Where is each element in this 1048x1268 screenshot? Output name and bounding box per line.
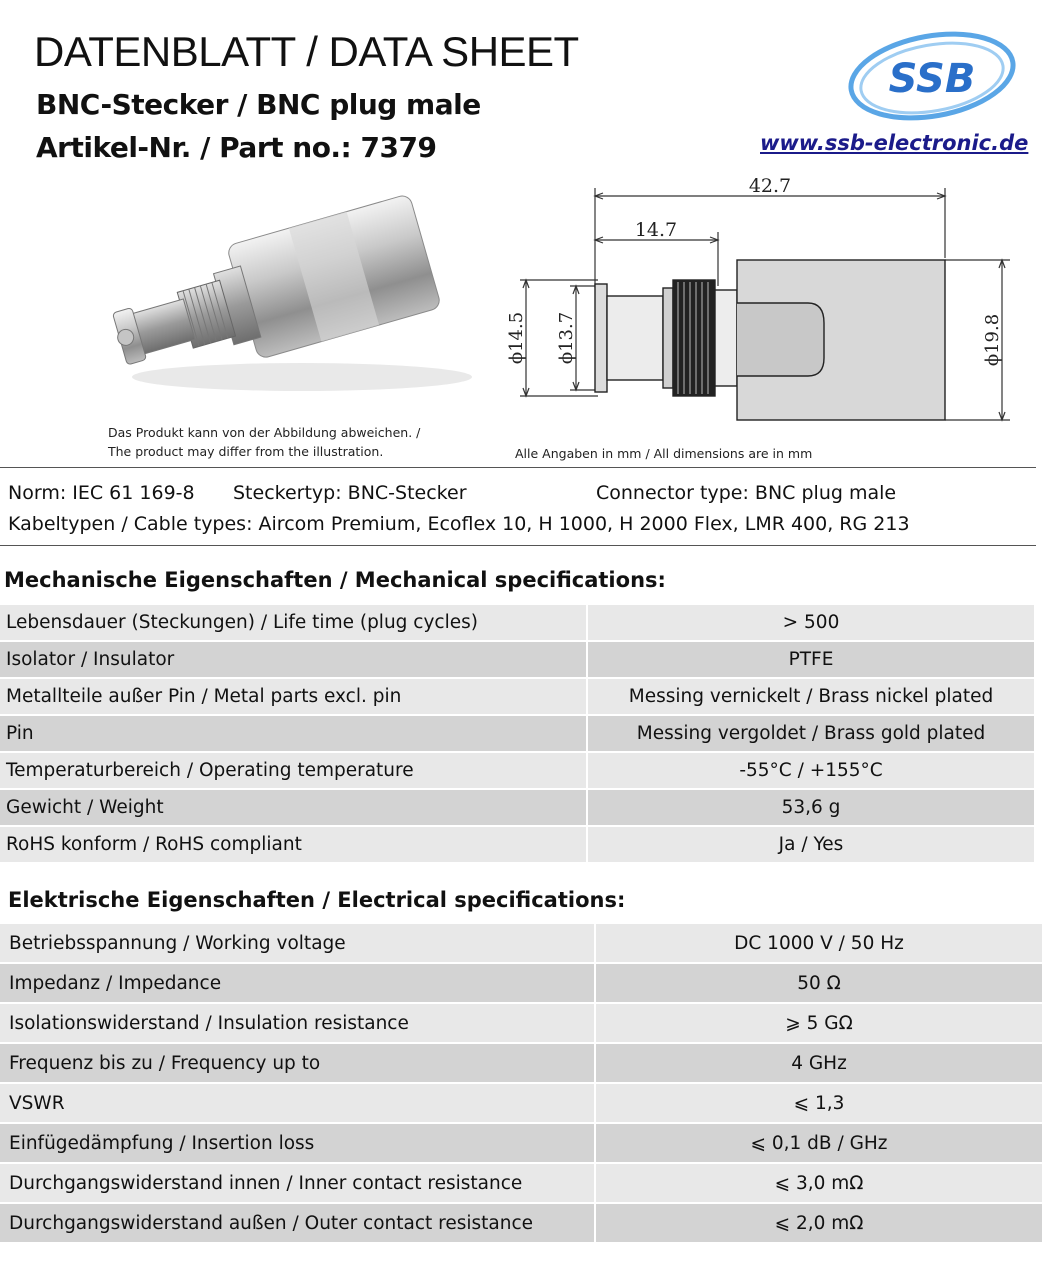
product-subtitle: BNC-Stecker / BNC plug male xyxy=(36,88,481,121)
divider-bottom xyxy=(0,545,1036,546)
spec-label: Temperaturbereich / Operating temperature xyxy=(0,753,586,788)
table-row xyxy=(0,1124,1042,1162)
spec-value: Messing vernickelt / Brass nickel plated xyxy=(586,679,1034,714)
mechanical-table xyxy=(0,603,1034,864)
dim-diameter-3: ϕ19.8 xyxy=(982,313,1003,367)
spec-value: ⩽ 0,1 dB / GHz xyxy=(594,1124,1042,1162)
page-title: DATENBLATT / DATA SHEET xyxy=(34,28,579,75)
spec-label: Betriebsspannung / Working voltage xyxy=(0,924,594,962)
table-row xyxy=(0,753,1034,788)
connector-type-de: Steckertyp: BNC-Stecker xyxy=(233,482,467,504)
website-link[interactable]: www.ssb-electronic.de xyxy=(760,131,1029,155)
table-row xyxy=(0,679,1034,714)
spec-label: Einfügedämpfung / Insertion loss xyxy=(0,1124,594,1162)
spec-value: ⩽ 3,0 mΩ xyxy=(594,1164,1042,1202)
spec-value: ⩽ 2,0 mΩ xyxy=(594,1204,1042,1242)
spec-label: Lebensdauer (Steckungen) / Life time (plug cycles) xyxy=(0,605,586,640)
connector-type-en: Connector type: BNC plug male xyxy=(596,482,897,504)
dim-diameter-2: ϕ13.7 xyxy=(556,311,577,365)
spec-label: Isolator / Insulator xyxy=(0,642,586,677)
spec-value: Messing vergoldet / Brass gold plated xyxy=(586,716,1034,751)
electrical-heading: Elektrische Eigenschaften / Electrical specifications: xyxy=(8,888,626,912)
spec-label: Durchgangswiderstand außen / Outer contact resistance xyxy=(0,1204,594,1242)
spec-label: Metallteile außer Pin / Metal parts excl. pin xyxy=(0,679,586,714)
photo-caption xyxy=(108,423,420,461)
cable-types: Kabeltypen / Cable types: Aircom Premium, Ecoflex 10, H 1000, H 2000 Flex, LMR 400, RG 213 xyxy=(8,513,910,535)
spec-label: Durchgangswiderstand innen / Inner contact resistance xyxy=(0,1164,594,1202)
norm-text: Norm: IEC 61 169-8 xyxy=(8,482,195,504)
spec-label: Gewicht / Weight xyxy=(0,790,586,825)
spec-value: PTFE xyxy=(586,642,1034,677)
table-row xyxy=(0,716,1034,751)
part-number: Artikel-Nr. / Part no.: 7379 xyxy=(36,131,437,164)
table-row xyxy=(0,605,1034,640)
spec-label: RoHS konform / RoHS compliant xyxy=(0,827,586,862)
spec-label: Impedanz / Impedance xyxy=(0,964,594,1002)
drawing-caption: Alle Angaben in mm / All dimensions are in mm xyxy=(515,446,813,461)
table-row xyxy=(0,1164,1042,1202)
table-row xyxy=(0,827,1034,862)
dim-front-length: 14.7 xyxy=(634,219,678,241)
spec-value: ⩽ 1,3 xyxy=(594,1084,1042,1122)
spec-label: Frequenz bis zu / Frequency up to xyxy=(0,1044,594,1082)
photo-caption-line1: Das Produkt kann von der Abbildung abweichen. / xyxy=(108,425,421,440)
spec-value: 53,6 g xyxy=(586,790,1034,825)
logo-text: SSB xyxy=(888,56,976,102)
technical-drawing xyxy=(498,168,1036,436)
table-row xyxy=(0,1044,1042,1082)
table-row xyxy=(0,1084,1042,1122)
spec-value: -55°C / +155°C xyxy=(586,753,1034,788)
spec-label: Isolationswiderstand / Insulation resistance xyxy=(0,1004,594,1042)
table-row xyxy=(0,1004,1042,1042)
spec-value: DC 1000 V / 50 Hz xyxy=(594,924,1042,962)
mechanical-heading: Mechanische Eigenschaften / Mechanical specifications: xyxy=(4,568,666,592)
photo-caption-line2: The product may differ from the illustration. xyxy=(108,444,384,459)
table-row xyxy=(0,790,1034,825)
spec-label: VSWR xyxy=(0,1084,594,1122)
table-row xyxy=(0,964,1042,1002)
spec-value: 50 Ω xyxy=(594,964,1042,1002)
table-row xyxy=(0,1204,1042,1242)
dim-diameter-1: ϕ14.5 xyxy=(506,311,527,365)
divider-top xyxy=(0,467,1036,468)
spec-value: Ja / Yes xyxy=(586,827,1034,862)
spec-value: ⩾ 5 GΩ xyxy=(594,1004,1042,1042)
dim-total-length: 42.7 xyxy=(748,175,792,197)
spec-value: > 500 xyxy=(586,605,1034,640)
spec-label: Pin xyxy=(0,716,586,751)
electrical-table xyxy=(0,922,1042,1244)
product-photo xyxy=(72,172,492,422)
table-row xyxy=(0,924,1042,962)
spec-value: 4 GHz xyxy=(594,1044,1042,1082)
ssb-logo xyxy=(846,26,1022,126)
table-row xyxy=(0,642,1034,677)
